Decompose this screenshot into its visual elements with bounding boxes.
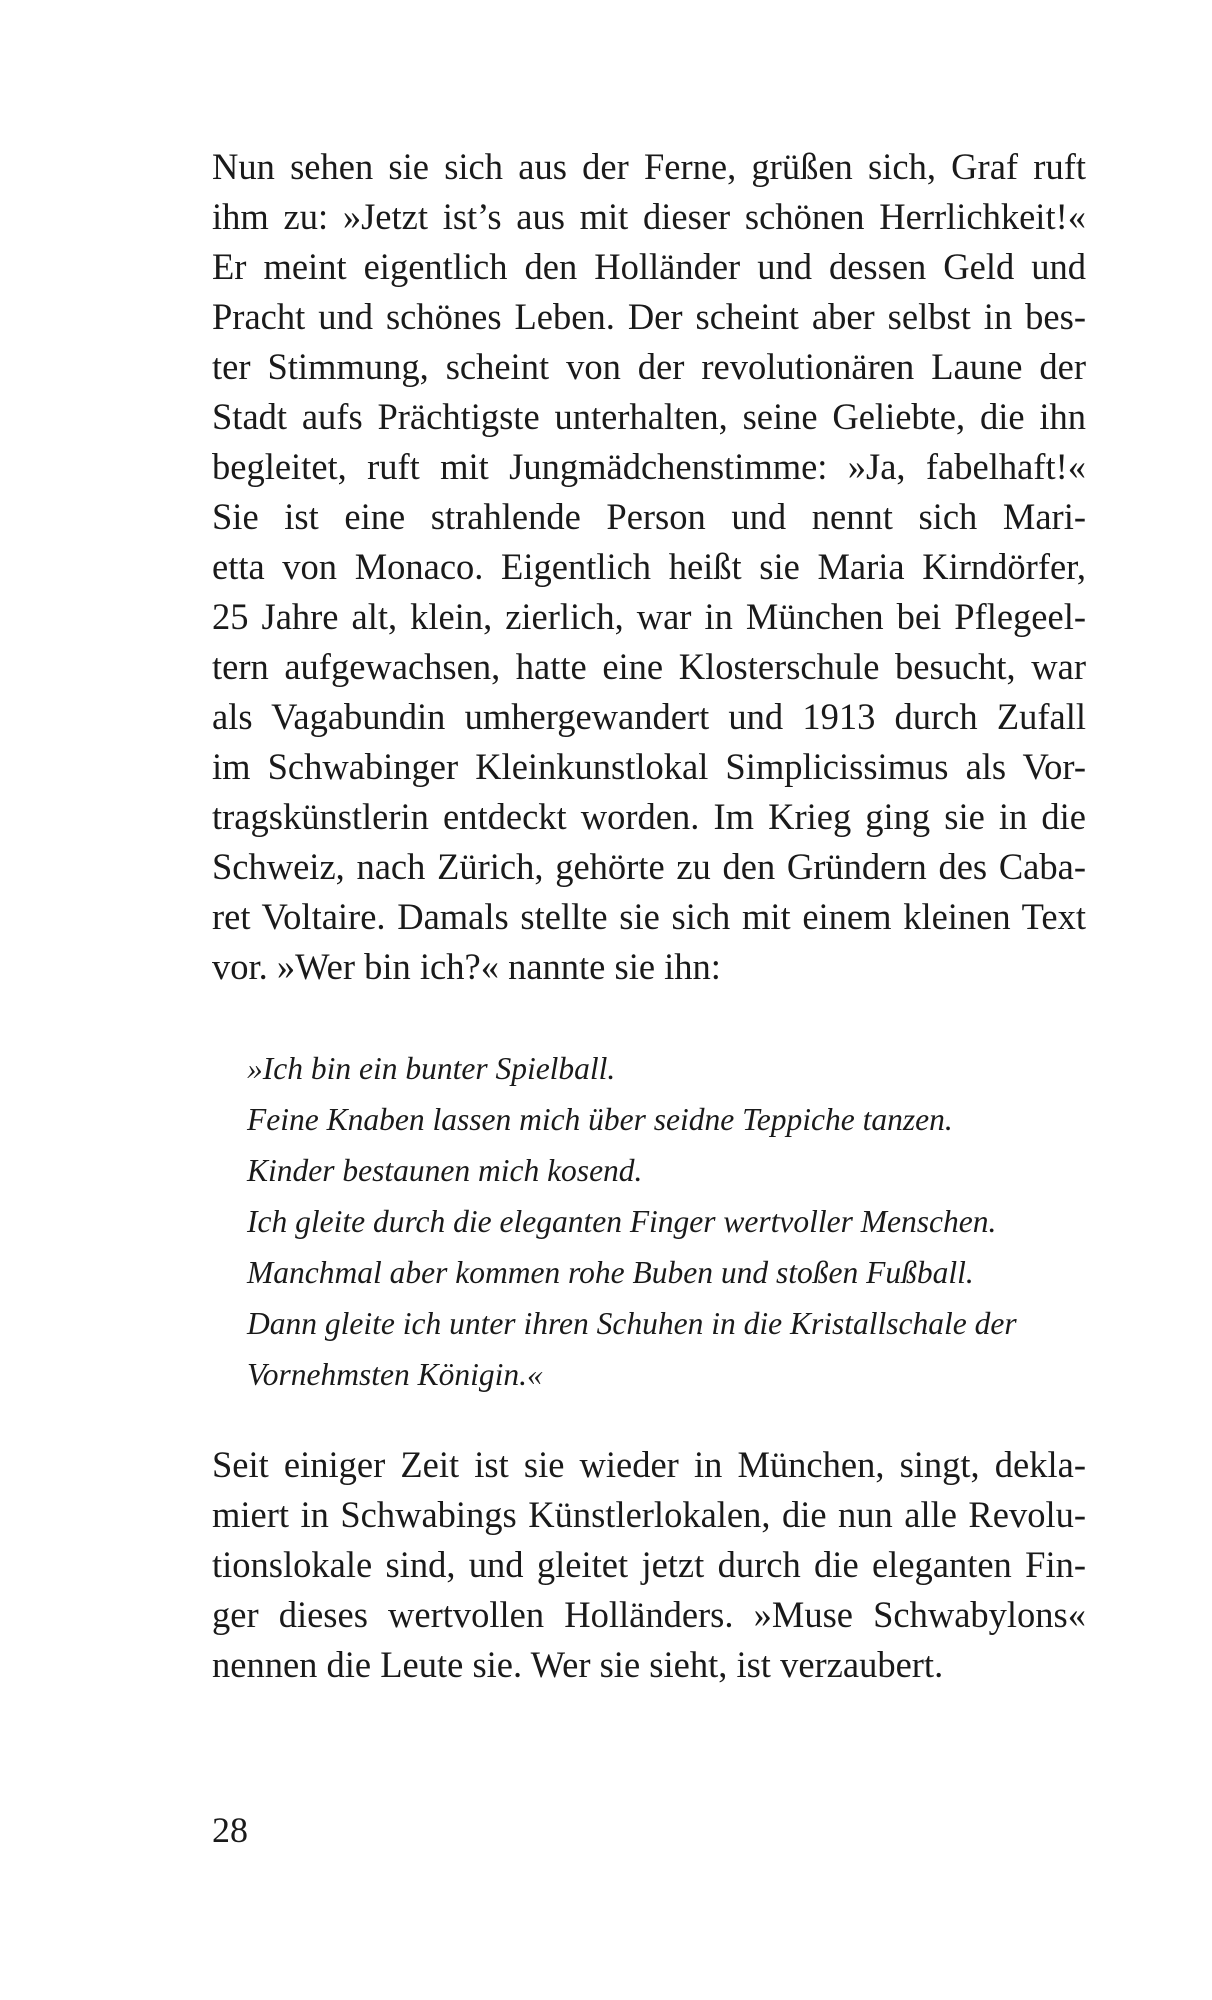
- text-line: Seit einiger Zeit ist sie wieder in München, singt, dekla-: [212, 1444, 1086, 1485]
- text-line: ter Stimmung, scheint von der revolutionären Laune der: [212, 346, 1086, 387]
- text-line: Schweiz, nach Zürich, gehörte zu den Gründern des Caba-: [212, 846, 1086, 887]
- text-line: miert in Schwabings Künstlerlokalen, die nun alle Revolu-: [212, 1494, 1086, 1535]
- poem-line: Manchmal aber kommen rohe Buben und stoßen Fußball.: [247, 1255, 974, 1290]
- paragraph-1: [212, 142, 1086, 492]
- text-line: im Schwabinger Kleinkunstlokal Simplicissimus als Vor-: [212, 746, 1086, 787]
- paragraph-3: [212, 1440, 1086, 1690]
- text-line: vor. »Wer bin ich?« nannte sie ihn:: [212, 946, 721, 987]
- text-line: Er meint eigentlich den Holländer und dessen Geld und: [212, 246, 1086, 287]
- text-line: Sie ist eine strahlende Person und nennt sich Mari-: [212, 496, 1086, 537]
- text-line: ret Voltaire. Damals stellte sie sich mit einem kleinen Text: [212, 896, 1086, 937]
- poem-line: Vornehmsten Königin.«: [247, 1357, 543, 1392]
- text-line: als Vagabundin umhergewandert und 1913 durch Zufall: [212, 696, 1086, 737]
- poem-line: »Ich bin ein bunter Spielball.: [247, 1051, 616, 1086]
- poem-line: Feine Knaben lassen mich über seidne Teppiche tanzen.: [247, 1102, 953, 1137]
- text-line: Stadt aufs Prächtigste unterhalten, seine Geliebte, die ihn: [212, 396, 1086, 437]
- text-line: tragskünstlerin entdeckt worden. Im Krieg ging sie in die: [212, 796, 1086, 837]
- text-line: tionslokale sind, und gleitet jetzt durch die eleganten Fin-: [212, 1544, 1086, 1585]
- text-line: ihm zu: »Jetzt ist’s aus mit dieser schönen Herrlichkeit!«: [212, 196, 1086, 237]
- paragraph-2: [212, 492, 1086, 992]
- text-line: Nun sehen sie sich aus der Ferne, grüßen sich, Graf ruft: [212, 146, 1086, 187]
- text-line: begleitet, ruft mit Jungmädchenstimme: »Ja, fabelhaft!«: [212, 446, 1086, 487]
- text-line: nennen die Leute sie. Wer sie sieht, ist verzaubert.: [212, 1644, 944, 1685]
- text-line: tern aufgewachsen, hatte eine Klosterschule besucht, war: [212, 646, 1086, 687]
- page-number: 28: [212, 1810, 248, 1850]
- poem-quote: [247, 1043, 1087, 1400]
- text-line: 25 Jahre alt, klein, zierlich, war in München bei Pflegeel-: [212, 596, 1086, 637]
- poem-line: Ich gleite durch die eleganten Finger wertvoller Menschen.: [247, 1204, 997, 1239]
- text-line: Pracht und schönes Leben. Der scheint aber selbst in bes-: [212, 296, 1086, 337]
- poem-line: Dann gleite ich unter ihren Schuhen in die Kristallschale der: [247, 1306, 1017, 1341]
- poem-line: Kinder bestaunen mich kosend.: [247, 1153, 643, 1188]
- text-line: etta von Monaco. Eigentlich heißt sie Maria Kirndörfer,: [212, 546, 1086, 587]
- text-line: ger dieses wertvollen Holländers. »Muse Schwabylons«: [212, 1594, 1086, 1635]
